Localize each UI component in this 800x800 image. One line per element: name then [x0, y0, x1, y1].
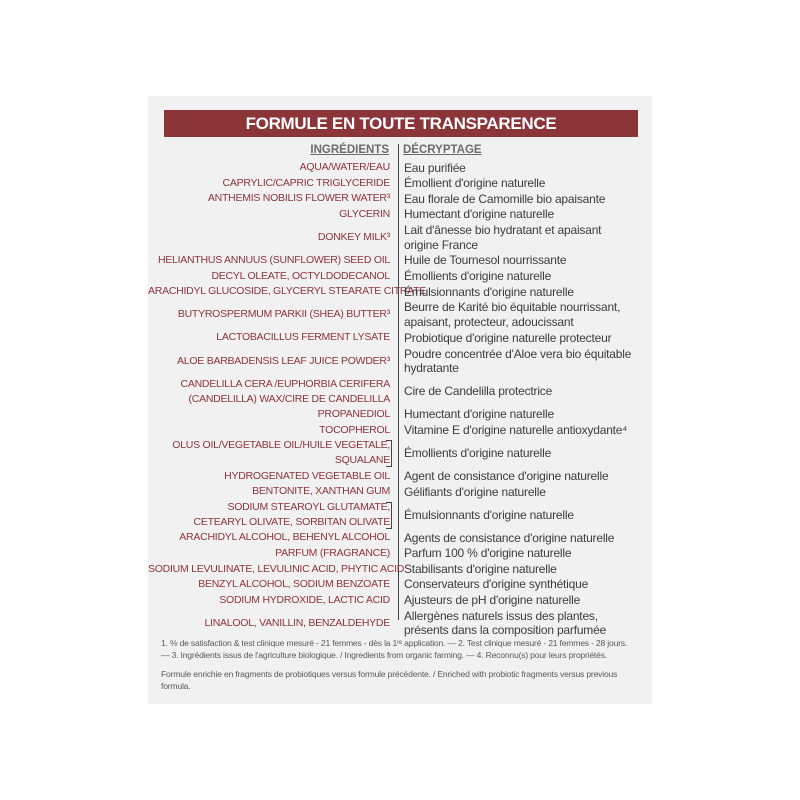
- ingredient-description: [404, 531, 644, 546]
- ingredient-description: [404, 485, 644, 500]
- ingredient-description-line: apaisant, protecteur, adoucissant: [404, 314, 574, 329]
- ingredient-name: [148, 253, 392, 268]
- ingredient-description-line: Poudre concentrée d'Aloe vera bio équitable: [404, 346, 632, 361]
- ingredient-description: [404, 562, 644, 577]
- ingredient-row: [148, 222, 652, 253]
- ingredient-name-line: BENTONITE, XANTHAN GUM: [252, 485, 390, 498]
- ingredient-description-line: Parfum 100 % d'origine naturelle: [404, 546, 572, 561]
- ingredient-name-line: HELIANTHUS ANNUUS (SUNFLOWER) SEED OIL: [157, 254, 390, 267]
- ingredient-name-line: DECYL OLEATE, OCTYLDODECANOL: [211, 269, 390, 282]
- ingredient-name: [148, 269, 392, 284]
- ingredient-name: [148, 176, 392, 191]
- ingredient-description: [404, 331, 644, 346]
- ingredient-description: [404, 161, 644, 176]
- footnote-line: formula.: [161, 681, 191, 692]
- ingredient-description: [404, 423, 644, 438]
- ingredient-row: [148, 484, 652, 500]
- footnotes: [161, 637, 645, 693]
- ingredient-row: [148, 500, 652, 531]
- ingredient-description-line: hydratante: [404, 361, 459, 375]
- ingredient-name: [148, 593, 392, 608]
- ingredient-description-line: Beurre de Karité bio équitable nourrissant,: [404, 300, 621, 315]
- ingredient-description: [404, 269, 644, 284]
- ingredient-name: [148, 438, 392, 468]
- column-headers: [148, 144, 652, 159]
- ingredient-description-line: Émollients d'origine naturelle: [404, 445, 552, 460]
- ingredient-name-line: OLUS OIL/VEGETABLE OIL/HUILE VEGETALE,: [172, 439, 390, 452]
- ingredient-name-line: HYDROGENATED VEGETABLE OIL: [224, 469, 390, 482]
- ingredient-name-line: SODIUM STEAROYL GLUTAMATE,: [227, 500, 390, 513]
- ingredient-name: [148, 377, 392, 407]
- ingredient-name-line: TOCOPHEROL: [319, 423, 390, 436]
- ingredient-name-line: ALOE BARBADENSIS LEAF JUICE POWDER³: [177, 354, 390, 367]
- ingredient-name-line: SODIUM HYDROXIDE, LACTIC ACID: [219, 593, 390, 606]
- ingredient-description: [404, 446, 644, 461]
- ingredient-row: [148, 530, 652, 546]
- ingredient-description: [404, 469, 644, 484]
- ingredient-row: [148, 546, 652, 562]
- ingredient-description-line: Humectant d'origine naturelle: [404, 207, 554, 222]
- ingredient-description: [404, 384, 644, 399]
- ingredient-name-line: ARACHIDYL ALCOHOL, BEHENYL ALCOHOL: [179, 531, 390, 544]
- ingredient-name: [148, 423, 392, 438]
- ingredient-description-line: Allergènes naturels issus des plantes,: [404, 608, 598, 623]
- ingredient-list: [148, 160, 652, 639]
- ingredient-description-line: Cire de Candelilla protectrice: [404, 384, 553, 399]
- ingredient-row: [148, 593, 652, 609]
- ingredient-description: [404, 192, 644, 207]
- header-ingredients: INGRÉDIENTS: [310, 144, 389, 156]
- ingredient-description-line: Vitamine E d'origine naturelle antioxydante⁴: [404, 422, 628, 437]
- ingredient-row: [148, 468, 652, 484]
- ingredient-name: [148, 160, 392, 175]
- card-title: FORMULE EN TOUTE TRANSPARENCE: [164, 110, 638, 137]
- ingredient-description-line: Probiotique d'origine naturelle protecteur: [404, 330, 612, 345]
- footnote-line: — 3. Ingrédients issus de l'agriculture biologique. / Ingredients from organic farming. — 4. Reconnu(s) pour leurs propriétés.: [161, 650, 607, 661]
- ingredient-row: [148, 346, 652, 377]
- ingredient-description: [404, 223, 644, 252]
- ingredient-row: [148, 608, 652, 639]
- ingredient-description-line: Lait d'ânesse bio hydratant et apaisant: [404, 223, 602, 238]
- ingredient-row: [148, 253, 652, 269]
- ingredient-description: [404, 300, 644, 329]
- ingredient-description: [404, 508, 644, 523]
- ingredient-description-line: Humectant d'origine naturelle: [404, 407, 554, 422]
- ingredient-name: [148, 500, 392, 530]
- ingredient-description-line: présents dans la composition parfumée: [404, 623, 607, 638]
- ingredient-name: [148, 191, 392, 206]
- ingredient-description-line: Huile de Tournesol nourrissante: [404, 253, 567, 268]
- ingredient-name-line: PROPANEDIOL: [317, 408, 390, 421]
- ingredient-description-line: Émollients d'origine naturelle: [404, 269, 552, 284]
- ingredient-description-line: Agents de consistance d'origine naturelle: [404, 530, 615, 545]
- ingredient-description-line: Émollient d'origine naturelle: [404, 176, 546, 191]
- ingredient-description-line: Eau purifiée: [404, 160, 466, 175]
- ingredient-row: [148, 577, 652, 593]
- ingredient-row: [148, 160, 652, 176]
- ingredient-name-line: GLYCERIN: [339, 208, 390, 221]
- ingredient-description: [404, 407, 644, 422]
- ingredient-name: [148, 330, 392, 345]
- ingredient-row: [148, 422, 652, 438]
- ingredient-row: [148, 407, 652, 423]
- ingredient-row: [148, 300, 652, 331]
- ingredient-description: [404, 176, 644, 191]
- ingredient-description-line: Gélifiants d'origine naturelle: [404, 484, 546, 499]
- ingredient-name: [148, 207, 392, 222]
- ingredient-name: [148, 354, 392, 369]
- ingredients-card: [148, 96, 652, 704]
- ingredient-description-line: origine France: [404, 237, 478, 252]
- group-bracket: [386, 502, 392, 529]
- ingredient-name-line: CETEARYL OLIVATE, SORBITAN OLIVATE: [193, 515, 390, 528]
- ingredient-name-line: CANDELILLA CERA /EUPHORBIA CERIFERA: [180, 377, 390, 390]
- ingredient-name-line: ANTHEMIS NOBILIS FLOWER WATER³: [207, 192, 390, 205]
- ingredient-name-line: BUTYROSPERMUM PARKII (SHEA) BUTTER³: [177, 308, 390, 321]
- ingredient-name: [148, 562, 405, 577]
- ingredient-description: [404, 347, 644, 376]
- ingredient-row: [148, 207, 652, 223]
- ingredient-description-line: Eau florale de Camomille bio apaisante: [404, 191, 606, 206]
- ingredient-name-line: BENZYL ALCOHOL, SODIUM BENZOATE: [198, 578, 390, 591]
- ingredient-description-line: Agent de consistance d'origine naturelle: [404, 468, 609, 483]
- footnote-line: Formule enrichie en fragments de probiotiques versus formule précédente. / Enriched with probiotic fragments versus previous: [161, 668, 618, 679]
- ingredient-name-line: SODIUM LEVULINATE, LEVULINIC ACID, PHYTIC ACID: [148, 562, 405, 575]
- ingredient-row: [148, 561, 652, 577]
- ingredient-name: [148, 230, 392, 245]
- ingredient-name: [148, 284, 427, 299]
- ingredient-row: [148, 330, 652, 346]
- ingredient-row: [148, 176, 652, 192]
- group-bracket: [386, 440, 392, 467]
- ingredient-name-line: CAPRYLIC/CAPRIC TRIGLYCERIDE: [222, 176, 390, 189]
- ingredient-description: [404, 609, 644, 638]
- ingredient-name-line: ARACHIDYL GLUCOSIDE, GLYCERYL STEARATE CITRATE: [148, 285, 427, 298]
- ingredient-name: [148, 546, 392, 561]
- ingredient-name-line: PARFUM (FRAGRANCE): [275, 547, 390, 560]
- ingredient-name: [148, 484, 392, 499]
- ingredient-description: [404, 593, 644, 608]
- ingredient-description: [404, 207, 644, 222]
- ingredient-row: [148, 438, 652, 469]
- ingredient-name-line: AQUA/WATER/EAU: [299, 161, 390, 174]
- ingredient-description-line: Émulsionnants d'origine naturelle: [404, 507, 574, 522]
- ingredient-row: [148, 284, 652, 300]
- ingredient-name-line: (CANDELILLA) WAX/CIRE DE CANDELILLA: [188, 392, 390, 405]
- ingredient-description: [404, 546, 644, 561]
- ingredient-row: [148, 268, 652, 284]
- ingredient-description-line: Émulsionnants d'origine naturelle: [404, 284, 574, 299]
- ingredient-description-line: Conservateurs d'origine synthétique: [404, 577, 589, 592]
- ingredient-description-line: Ajusteurs de pH d'origine naturelle: [404, 593, 581, 608]
- ingredient-name: [148, 307, 392, 322]
- ingredient-name-line: DONKEY MILK³: [317, 231, 390, 244]
- ingredient-name: [148, 407, 392, 422]
- ingredient-description: [404, 577, 644, 592]
- ingredient-description-line: Stabilisants d'origine naturelle: [404, 561, 557, 576]
- ingredient-name-line: SQUALANE: [334, 454, 390, 467]
- ingredient-name: [148, 530, 392, 545]
- ingredient-name: [148, 577, 392, 592]
- ingredient-row: [148, 191, 652, 207]
- ingredient-name: [148, 616, 392, 631]
- ingredient-row: [148, 376, 652, 407]
- footnote-line: 1. % de satisfaction & test clinique mesuré - 21 femmes - dès la 1ʳᵉ application. — 2. Test clinique mesuré - 21 femmes - 28 jours.: [161, 638, 628, 648]
- ingredient-name: [148, 469, 392, 484]
- ingredient-name-line: LACTOBACILLUS FERMENT LYSATE: [216, 331, 390, 344]
- ingredient-name-line: LINALOOL, VANILLIN, BENZALDEHYDE: [204, 616, 390, 629]
- ingredient-description: [404, 253, 644, 268]
- header-decryptage: DÉCRYPTAGE: [403, 144, 482, 156]
- ingredient-description: [404, 285, 644, 300]
